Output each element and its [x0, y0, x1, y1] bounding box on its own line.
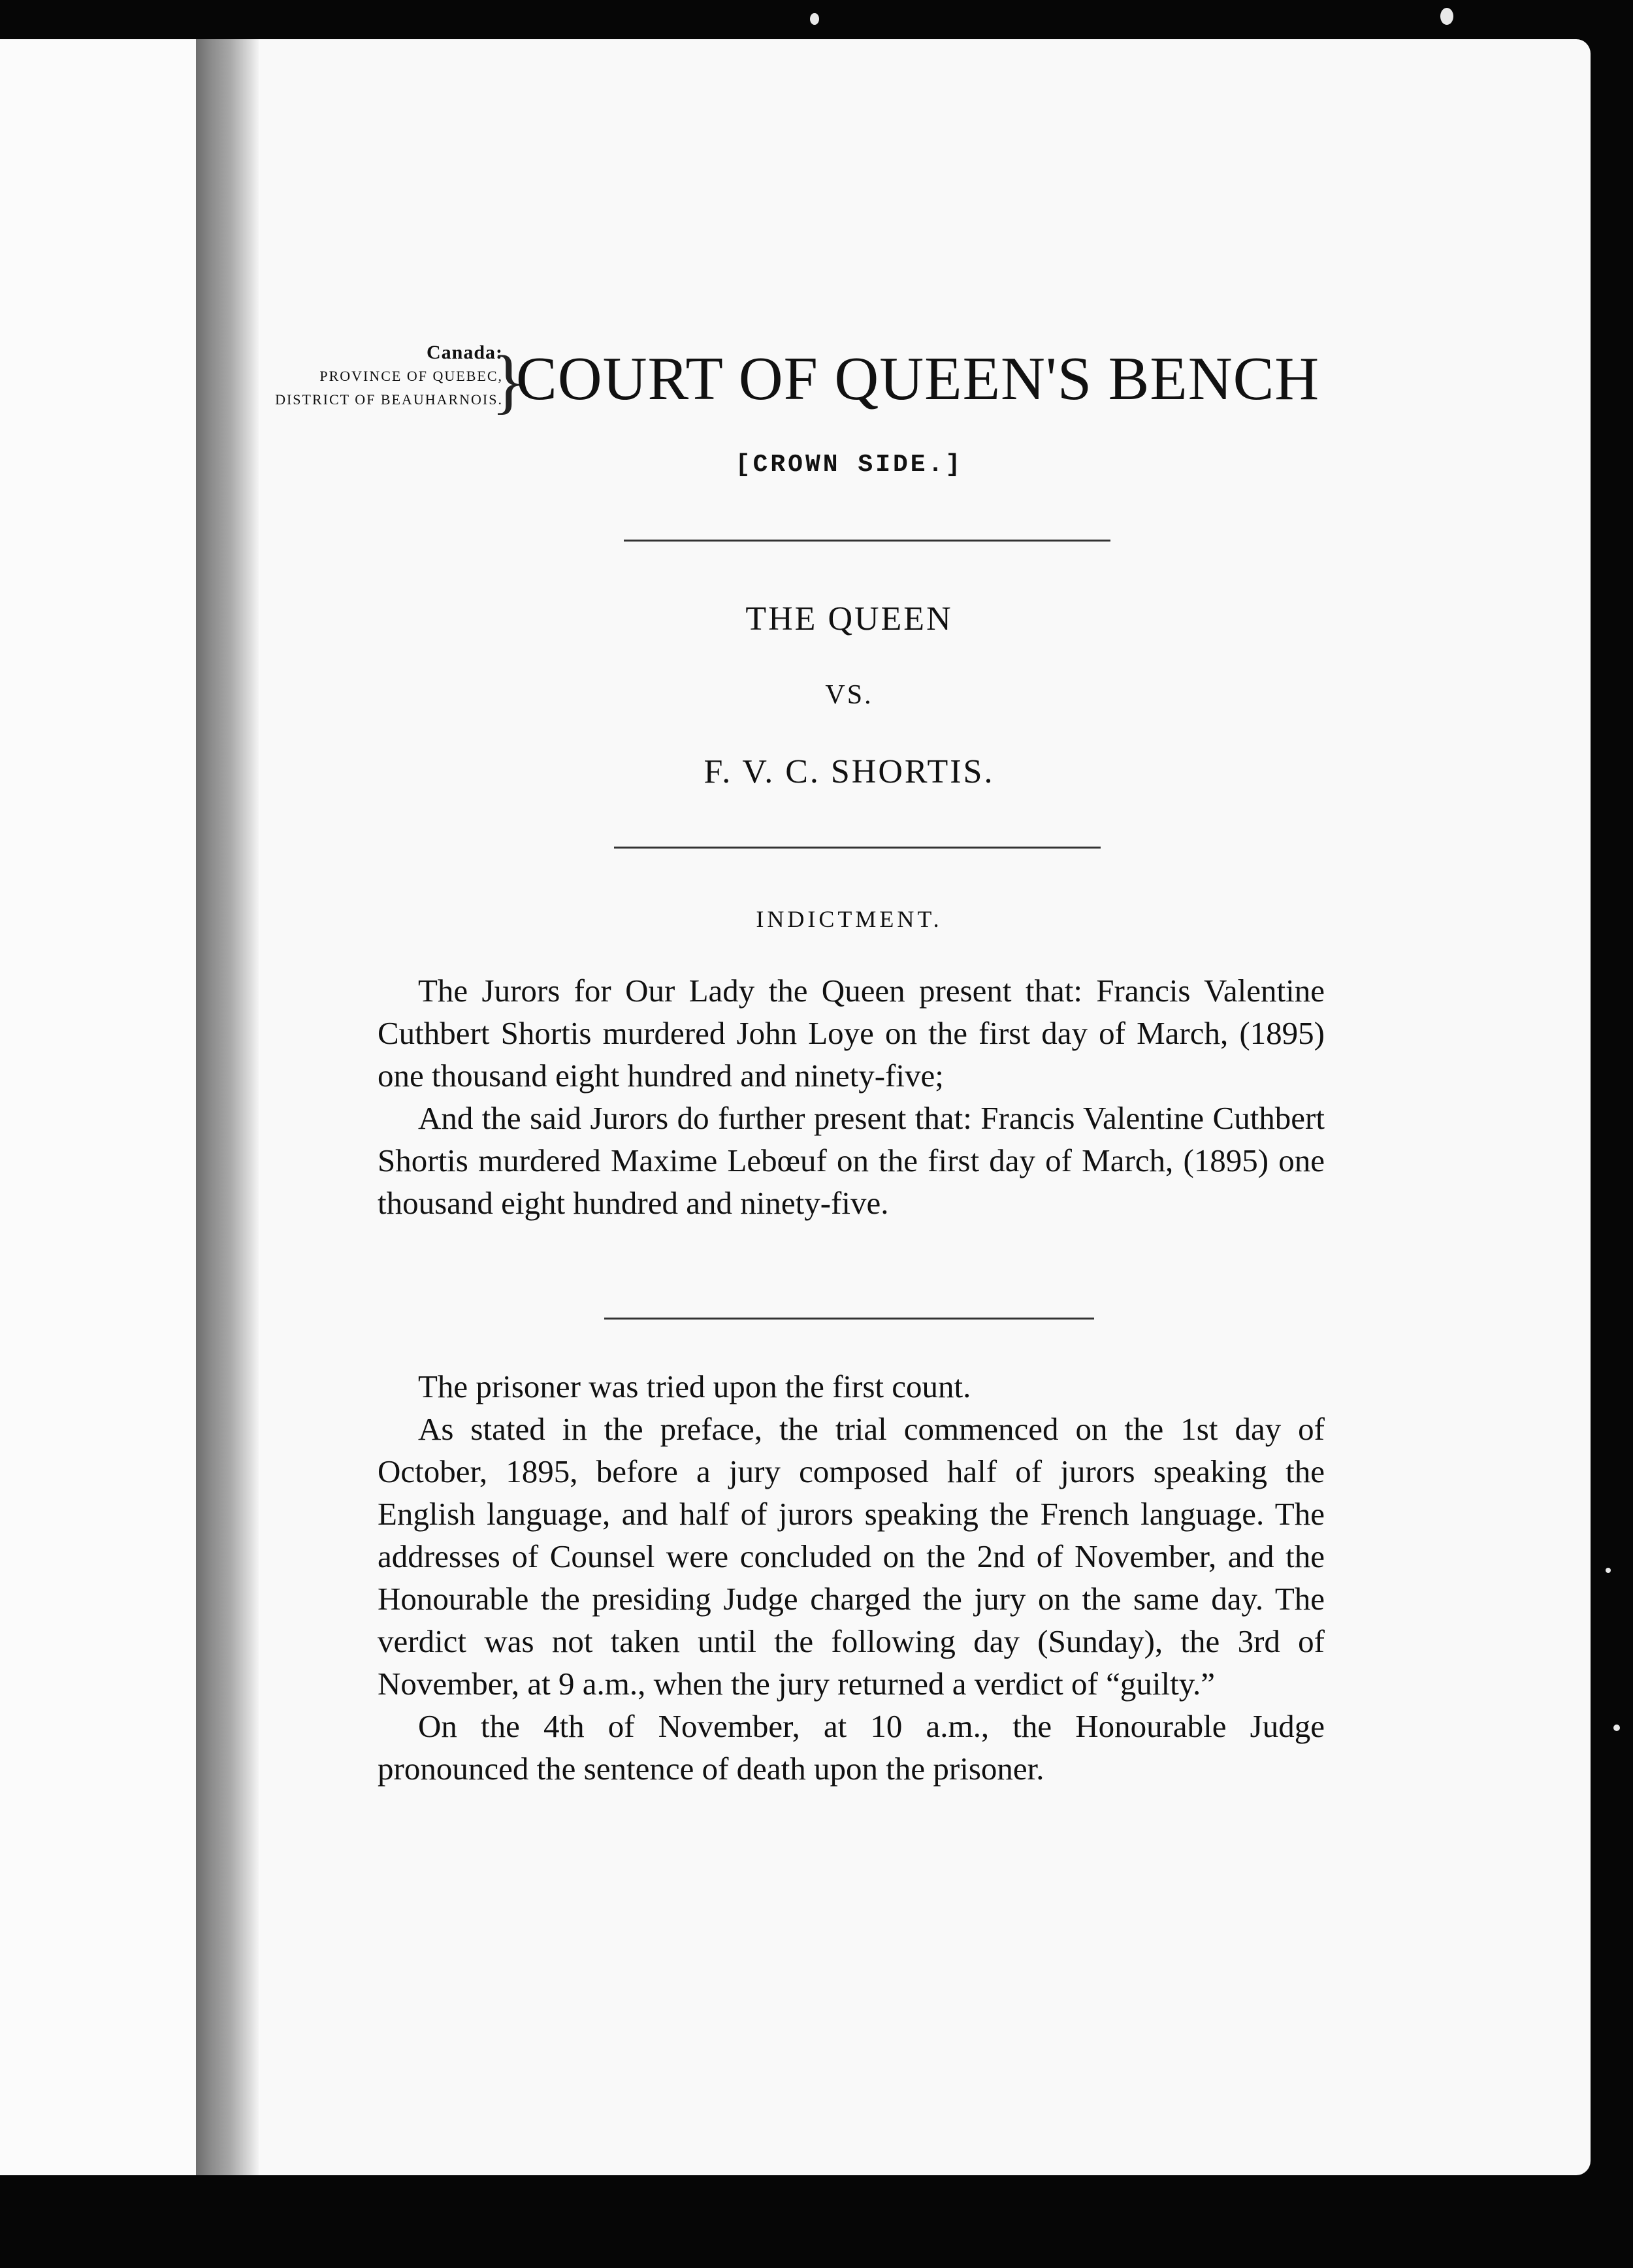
- facing-page-edge: [0, 39, 229, 2175]
- caption-brace: }: [491, 341, 526, 421]
- scan-speck: [1440, 8, 1453, 25]
- divider-rule: [614, 847, 1101, 849]
- case-versus: VS.: [825, 680, 873, 710]
- case-plaintiff: THE QUEEN: [745, 600, 953, 638]
- scan-speck: [1613, 1725, 1620, 1731]
- divider-rule: [624, 540, 1110, 542]
- court-subtitle: [CROWN SIDE.]: [735, 451, 963, 479]
- caption-country: Canada:: [426, 342, 503, 363]
- scan-speck: [1606, 1568, 1611, 1573]
- court-title: COURT OF QUEEN'S BENCH: [516, 345, 1320, 413]
- case-defendant: F. V. C. SHORTIS.: [703, 753, 995, 790]
- narrative-paragraph: The prisoner was tried upon the first count.: [418, 1369, 971, 1404]
- divider-rule: [604, 1318, 1094, 1320]
- indictment-paragraph: The Jurors for Our Lady the Queen present that: Francis Valentine Cuthbert Shortis murdered John Loye on the first day of March, (1895) one thousand eight hundred and ninety-five;: [378, 973, 1325, 1094]
- narrative-text: [378, 1365, 1325, 1790]
- scan-speck: [810, 13, 819, 25]
- section-heading: INDICTMENT.: [756, 906, 943, 932]
- caption-district: DISTRICT OF BEAUHARNOIS.: [275, 391, 503, 408]
- caption-province: PROVINCE OF QUEBEC,: [319, 368, 503, 384]
- indictment-text: [378, 969, 1325, 1224]
- narrative-paragraph: As stated in the preface, the trial commenced on the 1st day of October, 1895, before a jury composed half of jurors speaking the English language, and half of jurors speaking the French language. The addresses of Counsel were concluded on the 2nd of November, and the Honourable the presiding Judge charged the jury on the same day. The verdict was not taken until the following day (Sunday), the 3rd of November, at 9 a.m., when the jury returned a verdict of “guilty.”: [378, 1411, 1325, 1702]
- indictment-paragraph: And the said Jurors do further present that: Francis Valentine Cuthbert Shortis murdered Maxime Lebœuf on the first day of March, (1895) one thousand eight hundred and ninety-five.: [378, 1100, 1325, 1221]
- jurisdiction-caption: [229, 341, 503, 412]
- narrative-paragraph: On the 4th of November, at 10 a.m., the Honourable Judge pronounced the sentence of death upon the prisoner.: [378, 1708, 1325, 1787]
